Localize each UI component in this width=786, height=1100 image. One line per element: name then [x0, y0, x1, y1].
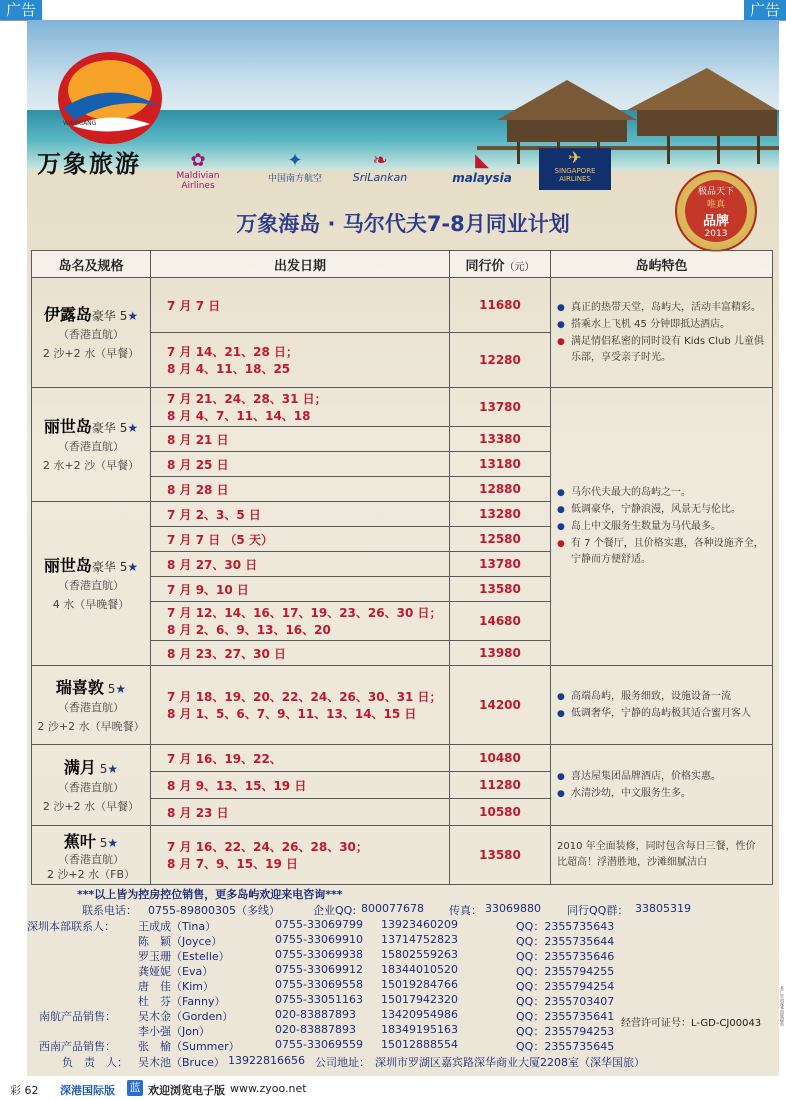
manager-mobile: 13922816656: [228, 1054, 305, 1067]
fax-label: 传真：: [449, 904, 482, 917]
price-cell: 12880: [450, 477, 551, 502]
island-name: 瑞喜敦: [55, 677, 104, 697]
table-row: [32, 388, 773, 427]
person-name: 杜 芬（Fanny）: [138, 995, 226, 1008]
person-tel: 020-83887893: [275, 1008, 356, 1021]
price-table: [31, 250, 773, 885]
person-mobile: 15019284766: [381, 978, 458, 991]
header-price-label: 同行价: [465, 258, 505, 274]
person-qq: QQ：2355735645: [516, 1040, 615, 1053]
table-row: [32, 745, 773, 772]
top-bar: [0, 0, 786, 21]
person-mobile: 18344010520: [381, 963, 458, 976]
date-line: 8 月 9、13、15、19 日: [167, 778, 307, 793]
feature-item: ● 搭乘水上飞机 45 分钟即抵达酒店。: [557, 317, 764, 333]
date-cell: [151, 602, 450, 641]
island-name: 满月: [63, 757, 96, 777]
person-mobile: 13923460209: [381, 918, 458, 931]
island-cell: [32, 278, 151, 388]
header-island: 岛名及规格: [32, 251, 151, 278]
date-cell: [151, 577, 450, 602]
section-label: 深圳本部联系人：: [27, 920, 115, 933]
airline-logo-singapore: [539, 148, 611, 190]
airline-name: Maldivian Airlines: [176, 171, 220, 191]
date-line: 8 月 23、27、30 日: [167, 646, 286, 661]
section-label: 南航产品销售：: [39, 1010, 116, 1023]
date-line: 8 月 4、11、18、25: [167, 362, 291, 376]
features-cell: [551, 745, 773, 826]
company-address: 深圳市罗湖区嘉宾路深华商业大厦2208室（深华国旅）: [375, 1056, 645, 1069]
header-price-unit: （元）: [504, 261, 535, 273]
date-cell: [151, 745, 450, 772]
price-cell: 12580: [450, 527, 551, 552]
advert-card: [27, 20, 779, 1076]
price-cell: 11680: [450, 278, 551, 333]
page-title: 万象海岛 · 马尔代夫7-8月同业计划: [236, 212, 570, 236]
price-cell: 13180: [450, 452, 551, 477]
date-line: 8 月 1、5、6、7、9、11、13、14、15 日: [167, 707, 417, 721]
features-cell: 2010 年全面装修，同时包含每日三餐，性价比超高！浮潜胜地，沙滩细腻洁白: [551, 826, 773, 885]
person-mobile: 13420954986: [381, 1008, 458, 1021]
bird-icon: ✈: [568, 148, 582, 167]
date-cell: [151, 502, 450, 527]
flower-icon: ✿: [190, 150, 206, 171]
date-cell: [151, 799, 450, 826]
date-line: 7 月 9、10 日: [167, 582, 249, 597]
person-tel: 0755-33069910: [275, 933, 363, 946]
badge-top: 极品天下: [697, 187, 734, 197]
contact-main-row: [27, 902, 779, 917]
star-icon: ★: [107, 761, 119, 776]
date-line: 7 月 18、19、20、22、24、26、30、31 日；: [167, 690, 442, 704]
table-header-row: [32, 251, 773, 278]
fax-number: 33069880: [485, 902, 541, 915]
feature-item: ● 喜达屋集团品牌酒店，价格实惠。: [557, 769, 764, 785]
price-cell: 11280: [450, 772, 551, 799]
island-flight: （香港直航）: [58, 440, 124, 453]
person-name: 龚娅妮（Eva）: [138, 965, 214, 978]
ad-label-right: 广告: [744, 0, 786, 20]
island-cell: [32, 502, 151, 666]
contact-person: [138, 1038, 738, 1053]
island-name: 丽世岛: [43, 556, 92, 575]
section-label: 西南产品销售：: [39, 1040, 116, 1053]
island-room: 2 水+2 沙（早餐）: [42, 459, 140, 472]
group-label: 同行QQ群：: [567, 904, 629, 917]
features-cell: [551, 278, 773, 388]
phone-number: 0755-89800305（多线）: [148, 904, 280, 917]
header-features: 岛屿特色: [551, 251, 773, 278]
person-qq: QQ：2355703407: [516, 995, 615, 1008]
island-flight: （香港直航）: [58, 852, 124, 866]
booking-note: ***以上皆为控房控位销售，更多岛屿欢迎来电咨询***: [77, 888, 343, 901]
date-cell: [151, 552, 450, 577]
star-icon: ★: [107, 835, 119, 850]
airline-logo-maldivian: [167, 150, 229, 190]
star-icon: ★: [127, 309, 139, 323]
logo-small-text: WANXIANG: [63, 120, 97, 127]
island-grade: 豪华 5: [91, 309, 128, 323]
contact-person: [138, 993, 738, 1008]
date-line: 8 月 28 日: [167, 482, 229, 497]
feature-item: ● 真正的热带天堂，岛屿大，活动丰富精彩。: [557, 300, 764, 316]
page-number: 彩 62: [10, 1084, 39, 1097]
feature-item: ● 高端岛屿，服务细致，设施设备一流: [557, 689, 764, 705]
date-line: 8 月 27、30 日: [167, 557, 258, 572]
star-icon: ★: [115, 681, 127, 696]
person-mobile: 15017942320: [381, 993, 458, 1006]
date-cell: [151, 452, 450, 477]
person-name: 罗玉珊（Estelle）: [138, 950, 230, 963]
group-number: 33805319: [635, 902, 691, 915]
feature-item: ● 有 7 个餐厅，且价格实惠，各种设施齐全，宁静而方便舒适。: [557, 536, 764, 568]
person-tel: 0755-33069912: [275, 963, 363, 976]
person-tel: 020-83887893: [275, 1023, 356, 1036]
airline-name: 中国南方航空: [267, 174, 322, 184]
date-cell: [151, 427, 450, 452]
qq-number: 800077678: [361, 902, 424, 915]
island-cell: [32, 388, 151, 502]
feature-item: ● 马尔代夫最大的岛屿之一。: [557, 485, 764, 501]
island-cell: [32, 666, 151, 745]
contact-person: [138, 963, 738, 978]
island-grade: 5: [99, 835, 108, 850]
airline-name: malaysia: [452, 171, 512, 185]
island-grade: 豪华 5: [91, 560, 128, 574]
price-cell: 13280: [450, 502, 551, 527]
feature-item: ● 岛上中文服务生数量为马代最多。: [557, 519, 764, 535]
date-line: 7 月 16、22、24、26、28、30；: [167, 840, 368, 854]
island-room: 2 沙+2 水（FB）: [46, 867, 136, 881]
person-qq: QQ：2355735644: [516, 935, 615, 948]
address-label: 公司地址：: [315, 1056, 370, 1069]
badge-main: 品牌: [702, 214, 729, 229]
peacock-icon: ❧: [372, 150, 388, 171]
date-cell: [151, 826, 450, 885]
date-cell: [151, 772, 450, 799]
price-cell: 13580: [450, 577, 551, 602]
island-room: 2 沙+2 水（早餐）: [42, 347, 140, 360]
business-license: 经营许可证号：L-GD-CJ00043: [621, 1018, 762, 1029]
person-qq: QQ：2355735643: [516, 920, 615, 933]
features-cell: [551, 666, 773, 745]
date-line: 8 月 2、6、9、13、16、20: [167, 623, 331, 637]
island-name: 伊露岛: [43, 305, 92, 324]
price-cell: 13580: [450, 826, 551, 885]
island-name: 蕉叶: [63, 831, 96, 851]
person-qq: QQ：2355735641: [516, 1010, 615, 1023]
table-row: [32, 826, 773, 885]
feature-item: ● 低调奢华，宁静的岛屿极其适合蜜月客人: [557, 706, 764, 722]
person-qq: QQ：2355794253: [516, 1025, 615, 1038]
contact-person: [138, 918, 738, 933]
date-line: 8 月 21 日: [167, 432, 229, 447]
date-line: 7 月 16、19、22、: [167, 751, 282, 766]
person-name: 李小强（Jon）: [138, 1025, 210, 1038]
manager-row: [27, 1054, 779, 1069]
star-icon: ★: [127, 560, 139, 574]
island-grade: 豪华 5: [91, 421, 128, 435]
date-cell: [151, 641, 450, 666]
person-name: 吴木金（Gorden）: [138, 1010, 234, 1023]
star-icon: ★: [127, 421, 139, 435]
island-flight: （香港直航）: [58, 700, 124, 714]
island-grade: 5: [107, 681, 116, 696]
date-line: 7 月 14、21、28 日；: [167, 345, 298, 359]
date-line: 8 月 7、9、15、19 日: [167, 857, 298, 871]
price-cell: 14200: [450, 666, 551, 745]
airline-logo-srilankan: [345, 150, 415, 190]
qq-label: 企业QQ:: [313, 904, 357, 917]
person-mobile: 15012888554: [381, 1038, 458, 1051]
island-room: 2 沙+2 水（早餐）: [42, 799, 140, 813]
date-line: 8 月 4、7、11、14、18: [167, 409, 311, 423]
person-qq: QQ：2355794255: [516, 965, 615, 978]
date-line: 8 月 23 日: [167, 805, 229, 820]
edition-name: 深港国际版: [60, 1084, 115, 1097]
price-cell: 10480: [450, 745, 551, 772]
feature-item: ● 水清沙幼，中文服务生多。: [557, 786, 764, 802]
island-flight: （香港直航）: [58, 328, 124, 341]
person-mobile: 18349195163: [381, 1023, 458, 1036]
airline-logo-china-southern: [263, 150, 327, 190]
date-cell: [151, 477, 450, 502]
date-cell: [151, 278, 450, 333]
price-cell: 13980: [450, 641, 551, 666]
person-tel: 0755-33069938: [275, 948, 363, 961]
date-line: 7 月 2、3、5 日: [167, 507, 261, 522]
price-cell: 13780: [450, 552, 551, 577]
person-qq: QQ：2355794254: [516, 980, 615, 993]
date-line: 7 月 7 日 （5 天）: [167, 532, 273, 547]
airline-name: SriLankan: [352, 171, 408, 184]
edition-logo-icon: 蓝: [127, 1080, 143, 1096]
island-name: 丽世岛: [43, 417, 92, 436]
person-mobile: 15802559263: [381, 948, 458, 961]
company-logo: [55, 48, 165, 148]
island-cell: [32, 745, 151, 826]
person-name: 陈 颖（Joyce）: [138, 935, 223, 948]
island-grade: 5: [99, 761, 108, 776]
person-name: 张 榆（Summer）: [138, 1040, 240, 1053]
date-cell: [151, 333, 450, 388]
badge-mid: 唯真: [706, 200, 725, 210]
island-room: 4 水（早晚餐）: [52, 598, 130, 611]
kite-icon: ◣: [475, 150, 489, 171]
contact-person: [138, 948, 738, 963]
person-mobile: 13714752823: [381, 933, 458, 946]
badge-year: 2013: [704, 229, 728, 239]
kapok-icon: ✦: [287, 150, 303, 171]
side-vertical-text: 本广告由深华国旅提供: [780, 986, 785, 1026]
island-flight: （香港直航）: [58, 780, 124, 794]
contact-person: [138, 933, 738, 948]
date-line: 8 月 25 日: [167, 457, 229, 472]
ad-label-left: 广告: [0, 0, 42, 20]
date-line: 7 月 12、14、16、17、19、23、26、30 日；: [167, 606, 442, 620]
features-cell: [551, 388, 773, 666]
feature-item: ● 满足情侣私密的同时设有 Kids Club 儿童俱乐部，享受亲子时光。: [557, 334, 764, 366]
welcome-text: 欢迎浏览电子版: [148, 1084, 225, 1097]
price-cell: 10580: [450, 799, 551, 826]
website-link[interactable]: www.zyoo.net: [230, 1082, 307, 1095]
island-cell: [32, 826, 151, 885]
price-cell: 13780: [450, 388, 551, 427]
person-qq: QQ：2355735646: [516, 950, 615, 963]
date-line: 7 月 21、24、28、31 日；: [167, 392, 327, 406]
table-row: [32, 278, 773, 333]
island-flight: （香港直航）: [58, 579, 124, 592]
date-cell: [151, 666, 450, 745]
price-cell: 13380: [450, 427, 551, 452]
phone-label: 联系电话：: [82, 904, 137, 917]
airline-name: SINGAPORE AIRLINES: [554, 167, 596, 183]
feature-item: ● 低调豪华，宁静浪漫，风景无与伦比。: [557, 502, 764, 518]
island-room: 2 沙+2 水（早晚餐）: [37, 719, 145, 733]
date-line: 7 月 7 日: [167, 298, 221, 313]
date-cell: [151, 388, 450, 427]
header-price: [450, 251, 551, 278]
date-cell: [151, 527, 450, 552]
price-cell: 12280: [450, 333, 551, 388]
brand-name: 万象旅游: [37, 149, 141, 178]
person-tel: 0755-33069799: [275, 918, 363, 931]
table-row: [32, 666, 773, 745]
header-dates: 出发日期: [151, 251, 450, 278]
person-tel: 0755-33069558: [275, 978, 363, 991]
airline-logo-malaysia: [437, 150, 527, 190]
person-name: 唐 佳（Kim）: [138, 980, 214, 993]
person-name: 王成成（Tina）: [138, 920, 217, 933]
contact-person: [138, 978, 738, 993]
price-cell: 14680: [450, 602, 551, 641]
page-footer: [0, 1077, 786, 1100]
person-tel: 0755-33069559: [275, 1038, 363, 1051]
manager-name: 吴木池（Bruce）: [138, 1056, 225, 1069]
manager-label: 负 责 人：: [62, 1056, 128, 1069]
person-tel: 0755-33051163: [275, 993, 363, 1006]
